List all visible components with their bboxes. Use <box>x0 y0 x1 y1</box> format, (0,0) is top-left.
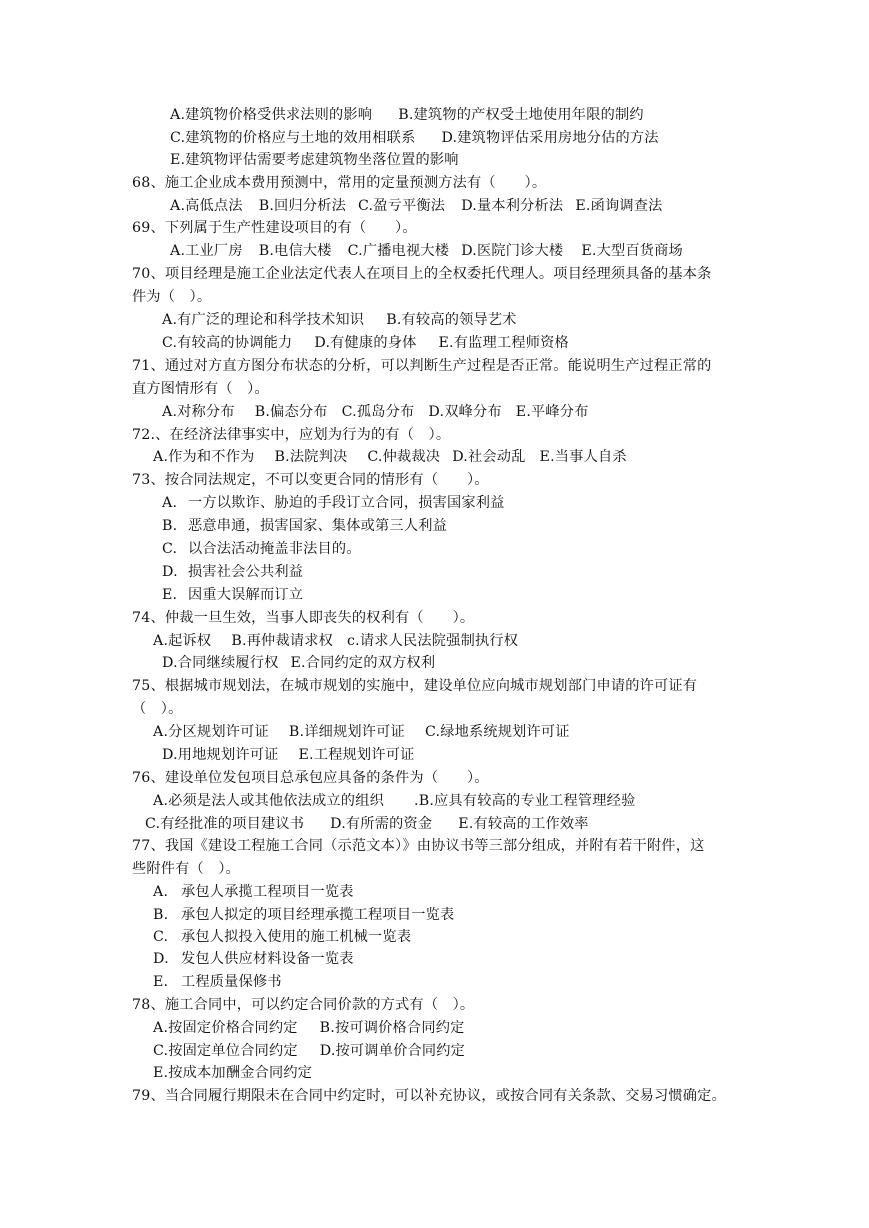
option: C.有较高的协调能力 <box>162 335 293 351</box>
option-line <box>153 971 282 993</box>
option-line: E.按成本加酬金合同约定 <box>153 1065 313 1081</box>
question-69: 69、下列属于生产性建设项目的有（ ）。 <box>132 220 417 236</box>
option-line: E.建筑物评估需要考虑建筑物坐落位置的影响 <box>170 152 459 168</box>
option: D.双峰分布 <box>428 404 502 420</box>
option-line <box>162 652 435 674</box>
option-line <box>170 195 663 217</box>
option-line <box>153 948 354 970</box>
option: D.合同继续履行权 <box>162 655 279 671</box>
question-70-cont: 件为（ ）。 <box>132 289 212 305</box>
option-text: 以合法活动掩盖非法目的。 <box>188 541 361 557</box>
option: B.回归分析法 <box>258 198 346 214</box>
option-key: D. <box>153 951 169 967</box>
option: D.用地规划许可证 <box>162 747 279 763</box>
question-77-cont: 些附件有（ ）。 <box>132 861 241 877</box>
option-key: A. <box>162 495 178 511</box>
option: A.必须是法人或其他依法成立的组织 <box>153 793 384 809</box>
option: A.作为和不作为 <box>153 449 255 465</box>
option-line <box>162 401 589 423</box>
option: D.量本利分析法 <box>461 198 564 214</box>
option-key: E. <box>162 587 178 603</box>
option-line <box>162 515 447 537</box>
option: C.建筑物的价格应与土地的效用相联系 <box>170 130 416 146</box>
question-74: 74、仲裁一旦生效，当事人即丧失的权利有（ ）。 <box>132 610 475 626</box>
option: A.工业厂房 <box>170 243 243 259</box>
option: B.法院判决 <box>274 449 348 465</box>
option: A.建筑物价格受供求法则的影响 <box>170 107 373 123</box>
option: C.绿地系统规划许可证 <box>424 724 570 740</box>
option: C.广播电视大楼 <box>347 243 450 259</box>
option-line <box>162 584 303 606</box>
option-text: 工程质量保修书 <box>181 974 282 990</box>
option: A.对称分布 <box>162 404 235 420</box>
option-line <box>170 240 683 262</box>
option: C.孤岛分布 <box>341 404 415 420</box>
option: D.有健康的身体 <box>314 335 417 351</box>
option-key: B. <box>162 518 178 534</box>
option-key: E. <box>153 974 169 990</box>
option: D.社会动乱 <box>452 449 526 465</box>
option: B.详细规划许可证 <box>288 724 405 740</box>
option: C.按固定单位合同约定 <box>153 1043 298 1059</box>
option: E.工程规划许可证 <box>298 747 415 763</box>
question-76: 76、建设单位发包项目总承包应具备的条件为（ ）。 <box>132 770 489 786</box>
question-78: 78、施工合同中，可以约定合同价款的方式有（ ）。 <box>132 997 475 1013</box>
option-line <box>153 721 570 743</box>
option: A.按固定价格合同约定 <box>153 1020 298 1036</box>
option: D.医院门诊大楼 <box>461 243 564 259</box>
option-key: B. <box>153 907 169 923</box>
option: B.再仲裁请求权 <box>231 633 333 649</box>
option: B.电信大楼 <box>258 243 332 259</box>
question-77: 77、我国《建设工程施工合同（示范文本）》由协议书等三部分组成，并附有若干附件，这 <box>132 838 705 854</box>
option-text: 承包人拟投入使用的施工机械一览表 <box>181 929 412 945</box>
option: E.有监理工程师资格 <box>438 335 569 351</box>
option: C.有经批准的项目建议书 <box>145 816 305 832</box>
option: D.按可调单价合同约定 <box>319 1043 466 1059</box>
option-line <box>153 1017 464 1039</box>
option-line <box>153 1040 465 1062</box>
option: A.有广泛的理论和科学技术知识 <box>162 312 365 328</box>
question-75-cont: （ ）。 <box>132 701 183 717</box>
option-text: 一方以欺诈、胁迫的手段订立合同，损害国家利益 <box>188 495 505 511</box>
option-text: 承包人承揽工程项目一览表 <box>181 884 354 900</box>
question-72: 72.、在经济法律事实中，应划为行为的有（ ）。 <box>132 427 451 443</box>
option-line <box>145 813 589 835</box>
option-text: 恶意串通，损害国家、集体或第三人利益 <box>188 518 447 534</box>
option-key: C. <box>153 929 169 945</box>
option: A.高低点法 <box>170 198 243 214</box>
option-text: 因重大误解而订立 <box>188 587 304 603</box>
option: A.分区规划许可证 <box>153 724 269 740</box>
question-75: 75、根据城市规划法，在城市规划的实施中，建设单位应向城市规划部门申请的许可证有 <box>132 678 698 694</box>
option: E.合同约定的双方权利 <box>290 655 436 671</box>
option: D.有所需的资金 <box>330 816 433 832</box>
option: B.按可调价格合同约定 <box>319 1020 465 1036</box>
option-line <box>170 104 644 126</box>
option: E.函询调查法 <box>575 198 663 214</box>
option-line <box>153 881 354 903</box>
option: D.建筑物评估采用房地分估的方法 <box>441 130 659 146</box>
option: E.当事人自杀 <box>539 449 627 465</box>
question-68: 68、施工企业成本费用预测中，常用的定量预测方法有（ ）。 <box>132 175 547 191</box>
question-73: 73、按合同法规定，不可以变更合同的情形有（ ）。 <box>132 472 489 488</box>
question-71: 71、通过对方直方图分布状态的分析，可以判断生产过程是否正常。能说明生产过程正常的 <box>132 358 712 374</box>
option-line <box>162 492 505 514</box>
option: B.有较高的领导艺术 <box>386 312 517 328</box>
option-text: 损害社会公共利益 <box>188 564 304 580</box>
option: E.平峰分布 <box>515 404 589 420</box>
option-text: 发包人供应材料设备一览表 <box>181 951 354 967</box>
option: E.大型百货商场 <box>581 243 683 259</box>
option: c.请求人民法院强制执行权 <box>347 633 519 649</box>
option: C.盈亏平衡法 <box>358 198 446 214</box>
option: B.偏态分布 <box>254 404 328 420</box>
option-key: C. <box>162 541 178 557</box>
option-line <box>153 904 454 926</box>
question-71-cont: 直方图情形有（ ）。 <box>132 381 269 397</box>
option-line <box>170 127 659 149</box>
option: C.仲裁裁决 <box>367 449 441 465</box>
option-line <box>153 790 635 812</box>
option-line <box>162 744 414 766</box>
option-line <box>153 446 627 468</box>
option-text: 承包人拟定的项目经理承揽工程项目一览表 <box>181 907 455 923</box>
option-line <box>162 332 569 354</box>
option-line <box>162 309 517 331</box>
option-line <box>153 926 411 948</box>
question-70: 70、项目经理是施工企业法定代表人在项目上的全权委托代理人。项目经理须具备的基本条 <box>132 266 712 282</box>
question-79: 79、当合同履行期限未在合同中约定时，可以补充协议，或按合同有关条款、交易习惯确定。 <box>132 1088 726 1104</box>
option: B.建筑物的产权受土地使用年限的制约 <box>398 107 644 123</box>
option-key: A. <box>153 884 169 900</box>
option-line <box>153 630 518 652</box>
option-key: D. <box>162 564 178 580</box>
option: E.有较高的工作效率 <box>458 816 589 832</box>
option: .B.应具有较高的专业工程管理经验 <box>413 793 636 809</box>
option-line <box>162 561 303 583</box>
option-line <box>162 538 361 560</box>
option: A.起诉权 <box>153 633 212 649</box>
